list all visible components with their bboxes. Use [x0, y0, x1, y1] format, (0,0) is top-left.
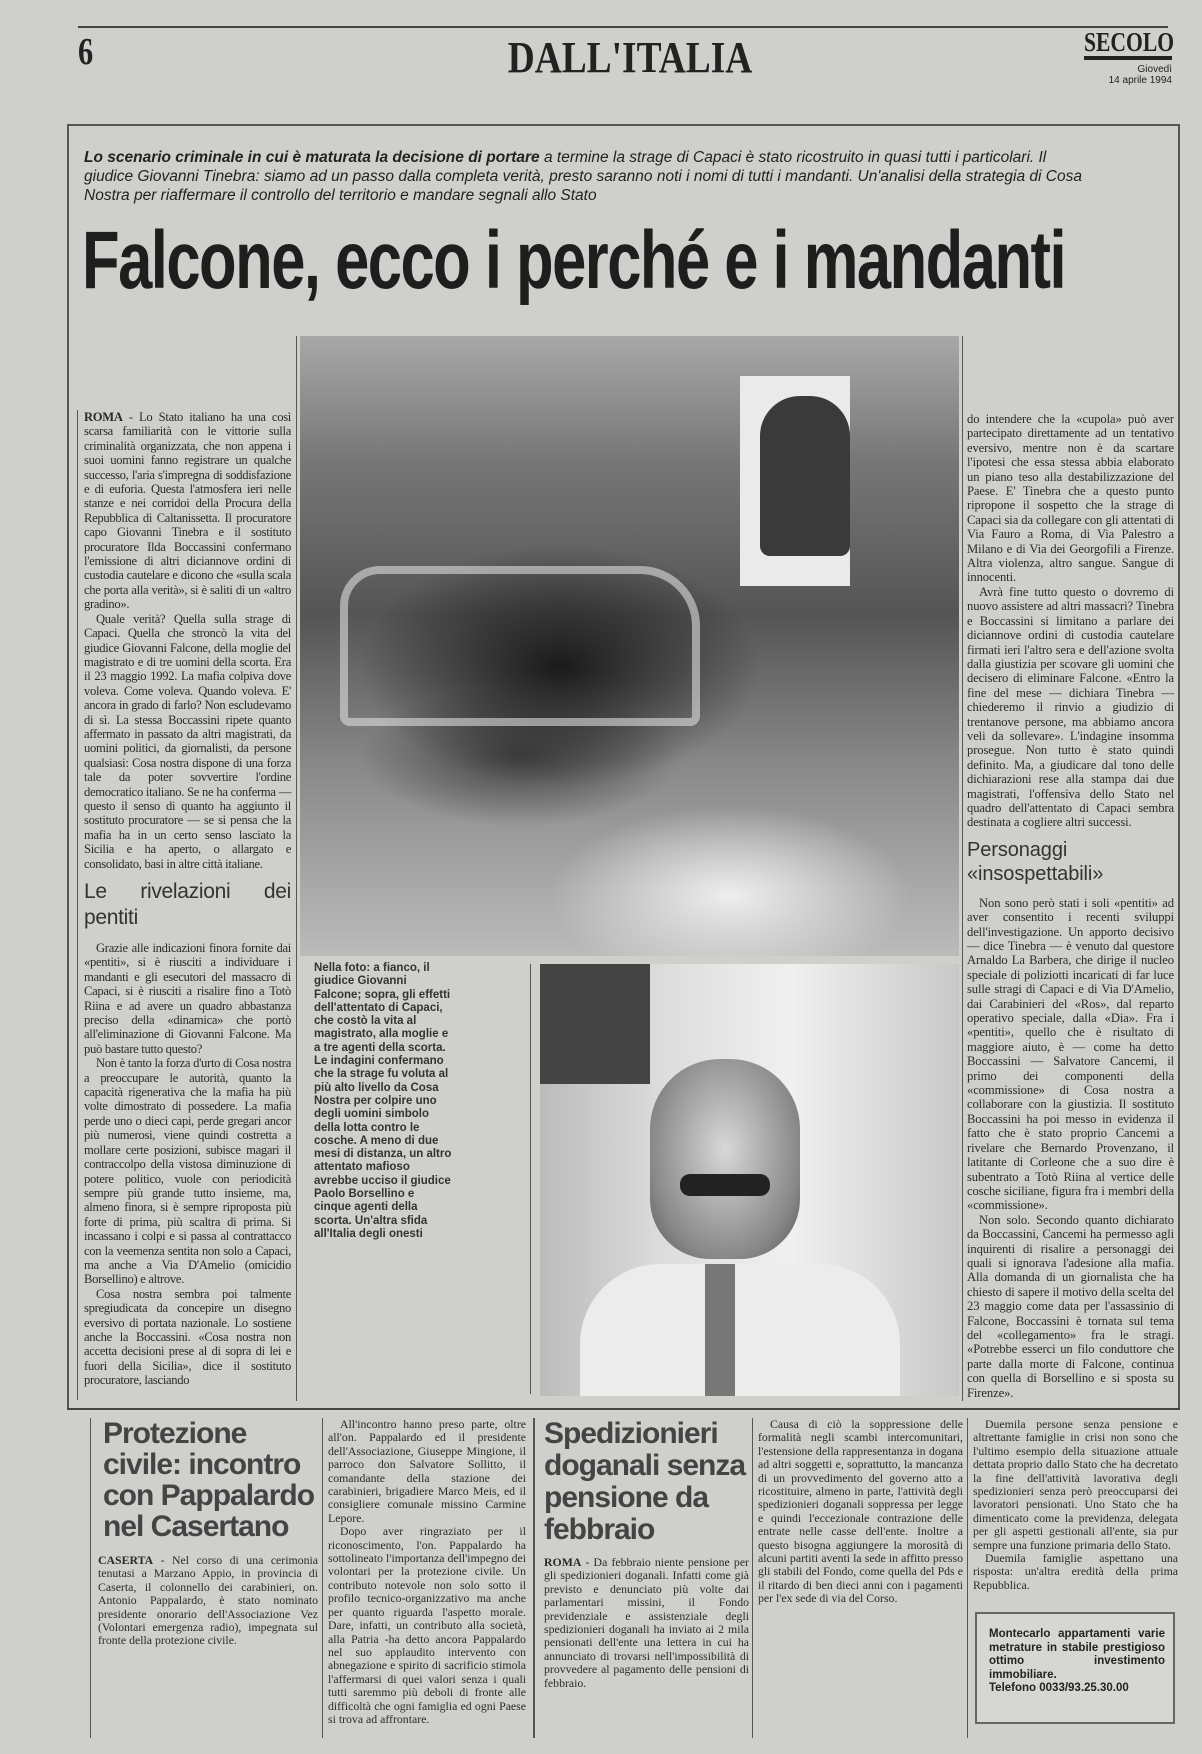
deck-lead: Lo scenario criminale in cui è maturata la decisione di portare [84, 149, 540, 166]
paragraph-text: - Nel corso di una cerimonia tenutasi a Marzano Appio, in provincia di Caserta, il colonnello dei carabinieri, on. Antonio Pappalardo, è stato nominato presidente onorario dell'Associazione Vez (Volontari emergenza radio), impegnata sul fronte della protezione civile. [98, 1553, 318, 1648]
bottom-section-rule [67, 1408, 1180, 1410]
column-rule [967, 1418, 968, 1738]
masthead-logo: SECOLO [1084, 28, 1172, 60]
photo-caption: Nella foto: a fianco, il giudice Giovanni Falcone; sopra, gli effetti dell'attentato di Capaci, che costò la vita al magistrato, alla moglie e a tre agenti della scorta. Le indagini confermano che la strage fu voluta al più alto livello da Cosa Nostra per colpire uno degli uomini simbolo della lotta contro le cosche. A meno di due mesi di distanza, un altro attentato mafioso avrebbe ucciso il giudice Paolo Borsellino e cinque agenti della scorta. Un'altra sfida all'Italia degli onesti [314, 962, 452, 1240]
right-paragraph: Non sono però stati i soli «pentiti» ad aver consentito i recenti sviluppi dell'investigazione. Un apporto decisivo — dice Tinebra — è venuto dal questore Arnaldo La Barbera, che dirige il nucleo speciale di poliziotti incaricati di far luce sulle stragi di Capaci e di Via D'Amelio, dai Carabinieri del «Ros», dal reparto operativo speciale, dalla «Dia». Fra i «pentiti», quello che è risultato di maggiore aiuto, è — come ha detto Boccassini — Salvatore Cancemi, il primo dei componenti della «commissione» di Cosa nostra a collaborare con la giustizia. Il sostituto Boccassini ha poi messo in evidenza il fatto che è stato proprio Cancemi a rivelare che Bernardo Provenzano, il latitante di Corleone che a suo dire è subentrato a Totò Riina al vertice delle cosche siciliane, figura fra i membri della «commissione». [967, 895, 1174, 1213]
left-paragraph: Quale verità? Quella sulla strage di Capaci. Quella che stroncò la vita del giudice Giovanni Falcone, della moglie del magistrato e di tre uomini della scorta. Era il 23 maggio 1992. La mafia colpiva dove voleva. Come voleva. Quando voleva. E' ancora in grado di farlo? Non escludevamo di sì. La stessa Boccassini ripete quanto affermato in passato da altri magistrati, da uomini politici, da giornalisti, da persone qualsiasi: Cosa nostra dispone di una forza tale da poter sovvertire l'ordine democratico italiano. Se ne ha conferma — questo il senso di quanto ha aggiunto il sostituto procuratore — se si pensa che la mafia ha in un certo senso lasciato la Sicilia e ha aperto, o allargato e consolidato, basi in altre città italiane. [84, 611, 291, 871]
section-title: DALL'ITALIA [507, 33, 753, 82]
left-paragraph: Non è tanto la forza d'urto di Cosa nostra a preoccupare le autorità, quanto la capacità rigenerativa che la mafia ha più volte dimostrato di possedere. La mafia perde uno o dieci capi, perde gregari ancor più numerosi, viene quindi costretta a mollare certe posizioni, subisce magari il contraccolpo della vistosa diminuzione di potere politico, vuole con periodicità sempre più grande tutto insieme, ma, almeno finora, si è sempre riproposta più forte di prima, più scaltra di prima. Si incassano i colpi e si passa al contrattacco con la veemenza sentita non solo a Capaci, ma anche a Via D'Amelio (omicidio Borsellino) e altrove. [84, 1056, 291, 1287]
paragraph-text: - Lo Stato italiano ha una così scarsa familiarità con le vittorie sulla criminalità organizzata, che non appena i suoi uomini fanno registrare un qualche successo, l'aria s'impregna di soddisfazione e di euforia. Questa l'atmosfera ieri nelle stanze e nei corridoi della Procura della Repubblica di Caltanissetta. Il procuratore capo Giovanni Tinebra e il sostituto procuratore Ilda Boccassini confermano l'emissione di altri diciannove ordini di custodia cautelare e dicono che «sulla scala che porta alla verità», si è saliti di un «altro gradino». [84, 410, 291, 612]
issue-date: 14 aprile 1994 [1108, 75, 1172, 86]
masthead [1062, 27, 1175, 86]
top-rule [78, 26, 1168, 28]
subhead-pentiti: Le rivelazioni dei pentiti [84, 880, 291, 929]
right-paragraph: Avrà fine tutto questo o dovremo di nuovo assistere ad altri massacri? Tinebra e Boccassini si limitano a parlare dei diciannove ordini di custodia cautelare firmati ieri l'altro sera e dell'azione svolta dalla giustizia per scovare gli uomini che decisero di eliminare Falcone. «Entro la fine del mese — dichiara Tinebra — chiederemo il rinvio a giudizio di trentanove persone, ma abbiamo ancora veli da sollevare». L'indagine insomma prosegue. Non tutto è stato quindi definito. Ma, a giudicare dal tono delle dichiarazioni rese alla stampa dai due magistrati, l'offensiva dello Stato nel quadro dell'attentato di Capaci sembra destinata a cogliere altri successi. [967, 584, 1174, 830]
column-rule [90, 1418, 91, 1738]
spedizionieri-lead-column [544, 1418, 749, 1690]
ad-phone: Telefono 0033/93.25.30.00 [989, 1682, 1129, 1694]
protezione-paragraph: Dopo aver ringraziato per il riconoscimento, l'on. Pappalardo ha sottolineato l'importanza dell'impegno dei volontari per la protezione civile. Un contributo notevole non solo sotto il profilo tecnico-organizzativo ma anche per quanto riguarda l'aspetto morale. Dare, infatti, un contributo alla società, alla Patria -ha detto ancora Pappalardo nel suo applaudito intervento con abnegazione e spirito di sacrificio stimola l'affermarsi di quei valori senza i quali tutti saremmo più deboli di fronte alle difficoltà che ogni famiglia ed ogni Paese si trova ad affrontare. [328, 1524, 526, 1726]
ad-text: Montecarlo appartamenti varie metrature in stabile prestigioso ottimo investimento immobiliare. [989, 1628, 1165, 1681]
spedizionieri-lead [544, 1556, 749, 1690]
right-paragraph: Non solo. Secondo quanto dichiarato da Boccassini, Cancemi ha permesso agli inquirenti di risalire a personaggi dei quali si ignorava l'adesione alla mafia. Alla domanda di un giornalista che ha chiesto di sapere il motivo della scelta del 23 maggio come data per l'assassinio di Falcone, Boccassini è tornata sul tema del «collegamento» fra le stragi. «Potrebbe esserci un filo conduttore che parte dalla morte di Falcone, continua con quella di Borsellino e si sposta su Firenze». [967, 1212, 1174, 1400]
column-rule [752, 1418, 753, 1738]
deck-text: a termine la strage di Capaci è stato ricostruito in quasi tutti i particolari. Il giudice Giovanni Tinebra: siamo ad un passo dalla completa verità, presto saranno noti i nomi di tutti i mandanti. Un'analisi della strategia di Cosa Nostra per riaffermare il controllo del territorio e mandare segnali allo Stato [84, 149, 1082, 204]
right-column [967, 412, 1174, 1400]
article-divider [533, 1418, 535, 1738]
protezione-lead [98, 1554, 318, 1648]
column-rule [530, 964, 531, 1394]
paragraph-text: - Da febbraio niente pensione per gli spedizionieri doganali. Infatti come già previsto e denunciato più volte dai parlamentari missini, il Fondo previdenziale e assistenziale degli spedizionieri doganali ha inviato ai 2 mila pensionati dell'ente una lettera in cui ha annunciato di trovarsi nell'impossibilità di provvedere al pagamento delle pensioni di febbraio. [544, 1555, 749, 1690]
dateline: ROMA [544, 1555, 582, 1569]
protezione-lead-column [98, 1418, 318, 1648]
photo-detail-people [760, 396, 850, 556]
left-paragraph: Cosa nostra sembra poi talmente spregiudicata da concepire un disegno eversivo di portata nazionale. Lo sostiene anche la Boccassini. «Cosa nostra non accetta decisioni prese al di sopra di lei e fuori della Sicilia», dice il sostituto procuratore, lasciando [84, 1286, 291, 1388]
column-rule [962, 336, 963, 1401]
protezione-paragraph: All'incontro hanno preso parte, oltre all'on. Pappalardo ed il presidente dell'Associazione, Giuseppe Mingione, il parroco don Salvatore Sollitto, il comandante della stazione dei carabinieri, brigadiere Marco Meis, ed il consigliere comunale missino Carmine Lepore. [328, 1417, 526, 1525]
spedizionieri-paragraph [544, 1556, 749, 1690]
right-paragraph: do intendere che la «cupola» può aver partecipato direttamente ad un tentativo eversivo, mentre non è da scartare l'ipotesi che essa stessa abbia elaborato un piano teso alla destabilizzazione del Paese. E' Tinebra che a questo punto ripropone il sospetto che la strage di Capaci sia da collegare con gli attentati di Via Fauro a Roma, di Via Palestro a Milano e di Via dei Georgofili a Firenze. Altra violenza, altro sangue. Sangue di innocenti. [967, 412, 1174, 585]
main-headline: Falcone, ecco i perché e i mandanti [82, 215, 1066, 306]
left-paragraph [84, 410, 291, 612]
photo-background [540, 964, 650, 1084]
photo-tie [705, 1264, 735, 1396]
classified-ad [975, 1612, 1175, 1724]
column-rule [322, 1418, 323, 1738]
protezione-body [328, 1418, 526, 1726]
photo-giovanni-falcone [540, 964, 959, 1396]
subhead-insospettabili: Personaggi «insospettabili» [967, 838, 1104, 885]
photo-detail-car [340, 566, 700, 726]
protezione-paragraph [98, 1554, 318, 1648]
protezione-headline: Protezione civile: incontro con Pappalardo nel Casertano [103, 1417, 315, 1543]
spedizionieri-headline: Spedizionieri doganali senza pensione da febbraio [544, 1417, 746, 1546]
column-rule [296, 336, 297, 1401]
spedizionieri-paragraph: Causa di ciò la soppressione delle formalità negli scambi intercomunitari, l'estensione della rappresentanza in dogana ad altri soggetti e, soprattutto, la mancanza di un provvedimento del governo atto a ricostituire, almeno in parte, l'attività degli spedizionieri doganali soppressa per legge e quindi l'eccezionale contrazione delle entrate nelle casse dell'ente. Inoltre a questo bisogna aggiungere la morosità di alcuni partiti aventi la sede in affitto presso gli stabili del Fondo, come quella del Pds e il ritardo di ben dieci anni con i pagamenti per l'ex sede di via del Corso. [758, 1417, 963, 1606]
photo-capaci-attack [300, 336, 959, 956]
spedizionieri-paragraph: Duemila persone senza pensione e altrettante famiglie in crisi non sono che l'ultimo esempio della situazione attuale dettata proprio dallo Stato che ha decretato la fine dell'attività lavorativa degli spedizionieri senza però preoccuparsi dei lavoratori pensionati. Uno Stato che ha dimenticato come la previdenza, delegata per gli aspetti gestionali all'ente, sia pur sempre una funzione primaria dello Stato. [973, 1417, 1178, 1552]
spedizionieri-body-end [973, 1418, 1178, 1592]
spedizionieri-paragraph: Duemila famiglie aspettano una risposta: un'altra eredità della prima Repubblica. [973, 1551, 1178, 1592]
photo-mustache [680, 1174, 770, 1196]
page-number: 6 [78, 31, 94, 73]
photo-jacket [580, 1264, 900, 1396]
left-paragraph: Grazie alle indicazioni finora fornite dai «pentiti», si è riusciti a individuare i mandanti e gli esecutori del massacro di Capaci, si è riusciti a risalire fino a Totò Riina e ad avere un quadro abbastanza preciso della «dinamica» che portò all'eliminazione di Giovanni Falcone. Ma può bastare tutto questo? [84, 941, 291, 1056]
left-column-rule [77, 410, 78, 1400]
article-deck [84, 148, 1099, 205]
spedizionieri-body [758, 1418, 963, 1606]
issue-day: Giovedì [1137, 64, 1172, 75]
photo-face [650, 1059, 800, 1259]
dateline: CASERTA [98, 1553, 154, 1567]
left-column [84, 410, 291, 1388]
dateline: ROMA [84, 410, 123, 424]
